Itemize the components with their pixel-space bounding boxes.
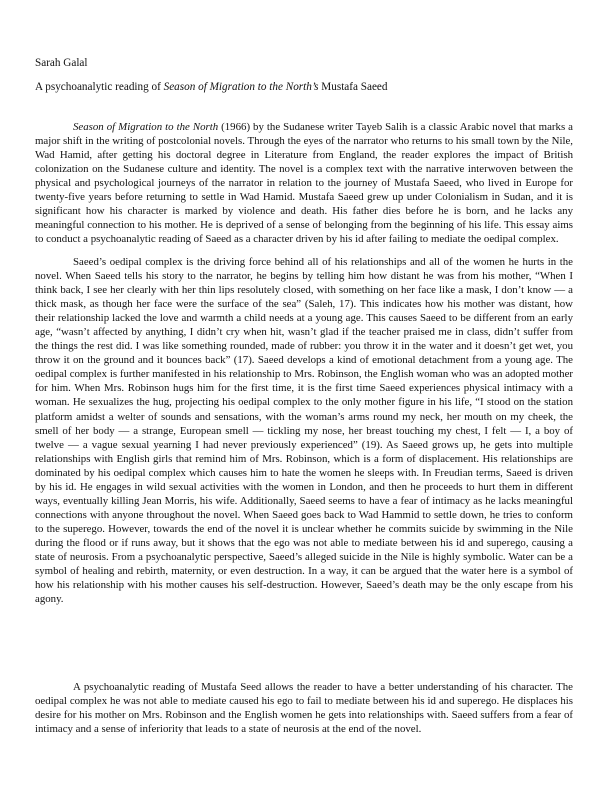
body-paragraph-intro	[35, 120, 573, 246]
title-suffix: Mustafa Saeed	[318, 81, 388, 93]
title-italic-work: Season of Migration to the North’s	[163, 81, 319, 93]
paragraph-text: (1966) by the Sudanese writer Tayeb Salih is a classic Arabic novel that marks a major shift in the writing of postcolonial novels. Through the eyes of the narrator who returns to his small town by the Nile, Wad Hamid, after getting his doctoral degree in Literature from England, the reader explores the impact of British colonization on the Sudanese culture and identity. The novel is a complex text with the narrative interwoven between the physical and psychological journeys of the narrator in relation to the journey of Mustafa Saeed, who lived in Europe for twenty-five years before returning to settle in Wad Hamid. Mustafa Saeed grew up under Colonialism in Sudan, and it is significant how his character is marked by violence and death. His father dies before he is born, and he lacks any meaningful connection to his mother. He is deprived of a sense of belonging from the beginning of his life. This essay aims to conduct a psychoanalytic reading of Saeed as a character driven by his id after failing to mediate the oedipal complex.	[35, 121, 573, 246]
body-paragraph-conclusion	[35, 680, 573, 736]
paragraph-italic-lead: Season of Migration to the North	[73, 121, 219, 133]
paragraph-text: Saeed’s oedipal complex is the driving force behind all of his relationships and all of the women he hurts in the novel. When Saeed tells his story to the narrator, he begins by telling him how distant he was from his mother, “When I think back, I see her clearly with her thin lips resolutely closed, with something on her face like a mask, I don’t know — a thick mask, as though her face were the surface of the sea” (Saleh, 17). This indicates how his mother was distant, how their relationship lacked the love and warmth a child needs at a young age. This causes Saeed to be different from an early age, “wasn’t affected by anything, I didn’t cry when hit, wasn’t glad if the teacher praised me in class, didn’t suffer from the things the rest did. I was like something rounded, made of rubber: you throw it in the water and it doesn’t get wet, you throw it on the ground and it bounces back” (17). Saeed develops a kind of emotional detachment from a young age. The oedipal complex is further manifested in his relationship to Mrs. Robinson, the English woman who was an adopted mother for him. When Mrs. Robinson hugs him for the first time, it is the first time Saeed experiences physical intimacy with a woman. He sexualizes the hug, projecting his oedipal complex to the only mother figure in his life, “I stood on the station platform amidst a welter of sounds and sensations, with the woman’s arms round my neck, her mouth on my cheek, the smell of her body — a strange, European smell — tickling my nose, her breast touching my chest, I felt — I, a boy of twelve — a vague sexual yearning I had never previously experienced” (19). As Saeed grows up, he gets into multiple relationships with English girls that remind him of Mrs. Robinson, which is a form of displacement. His relationships are dominated by his oedipal complex which causes him to hate the women he sleeps with. In Freudian terms, Saeed is driven by his id. He engages in wild sexual activities with the women in London, and then he proceeds to hurt them in different ways, eventually killing Jean Morris, his wife. Additionally, Saeed seems to have a fear of intimacy as he lacks meaningful connections with anyone throughout the novel. When Saeed goes back to Wad Hammid to settle down, he tries to conform to the superego. However, towards the end of the novel it is unclear whether he commits suicide by swimming in the Nile during the flood or if runs away, but it shows that the ego was not able to mediate between his id and superego, causing a state of neurosis. From a psychoanalytic perspective, Saeed’s alleged suicide in the Nile is highly symbolic. Water can be a symbol of healing and rebirth, maternity, or even destruction. In a way, it can be argued that the water here is a symbol of how his relationship with his mother causes his self-destruction. However, Saeed’s death may be the only escape from his agony.	[35, 256, 573, 606]
paragraph-text: A psychoanalytic reading of Mustafa Seed allows the reader to have a better understanding of his character. The oedipal complex he was not able to mediate caused his ego to fail to mediate between his id and superego. He displaces his desire for his mother on Mrs. Robinson and the English women he gets into relationships with. Saeed suffers from a fear of intimacy and a sense of inferiority that leads to a state of neurosis at the end of the novel.	[35, 681, 573, 736]
title-prefix: A psychoanalytic reading of	[35, 81, 164, 93]
author-name: Sarah Galal	[35, 57, 88, 69]
body-paragraph-analysis	[35, 255, 573, 606]
document-title	[35, 80, 387, 94]
